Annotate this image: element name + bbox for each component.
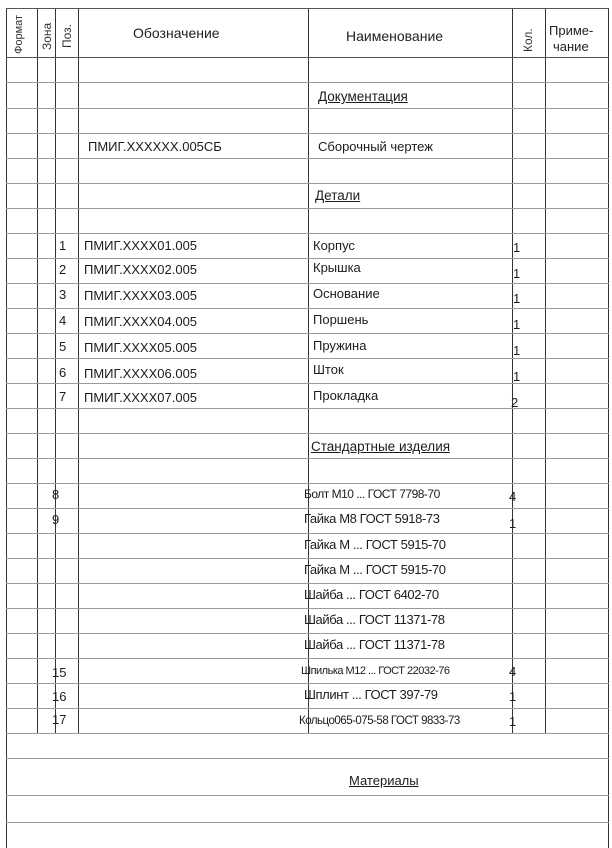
- row-line: [6, 333, 609, 334]
- part-name: Прокладка: [313, 388, 379, 403]
- row-line: [6, 358, 609, 359]
- header-note-line1: Приме-: [549, 23, 594, 38]
- border-right: [608, 8, 609, 848]
- assembly-name: Сборочный чертеж: [318, 139, 433, 154]
- part-designation: ПМИГ.XXXX02.005: [84, 262, 198, 277]
- part-designation: ПМИГ.XXXX06.005: [84, 366, 198, 381]
- row-line: [6, 82, 609, 83]
- row-line: [6, 558, 609, 559]
- part-name: Пружина: [313, 338, 367, 353]
- standard-item-pos: 8: [52, 487, 60, 502]
- part-designation: ПМИГ.XXXX05.005: [84, 340, 198, 355]
- row-line: [6, 658, 609, 659]
- header-qty: Кол.: [521, 28, 535, 52]
- standard-item-qty: 1: [509, 689, 517, 704]
- part-designation: ПМИГ.XXXX03.005: [84, 288, 198, 303]
- column-divider: [78, 8, 79, 733]
- row-line: [6, 158, 609, 159]
- part-designation: ПМИГ.XXXX01.005: [84, 238, 198, 253]
- part-name: Корпус: [313, 238, 355, 253]
- part-qty: 1: [513, 369, 521, 384]
- row-line: [6, 583, 609, 584]
- row-line: [6, 233, 609, 234]
- row-line: [6, 508, 609, 509]
- part-qty: 1: [513, 317, 521, 332]
- header-format: Формат: [13, 14, 25, 54]
- section-documentation: Документация: [318, 89, 408, 104]
- section-standard-items: Стандартные изделия: [311, 439, 451, 454]
- row-line: [6, 458, 609, 459]
- row-line: [6, 408, 609, 409]
- row-line: [6, 633, 609, 634]
- part-pos: 3: [59, 287, 67, 302]
- standard-item-pos: 15: [52, 665, 67, 680]
- standard-item-name: Кольцо065-075-58 ГОСТ 9833-73: [299, 715, 460, 727]
- row-line: [6, 822, 609, 823]
- part-qty: 2: [511, 395, 519, 410]
- row-line: [6, 433, 609, 434]
- standard-item-name: Шпилька М12 ... ГОСТ 22032-76: [301, 665, 450, 677]
- row-line: [6, 133, 609, 134]
- column-divider: [545, 8, 546, 733]
- standard-item-qty: 4: [509, 489, 517, 504]
- part-pos: 4: [59, 313, 67, 328]
- standard-item-qty: 1: [509, 714, 517, 729]
- row-line: [6, 708, 609, 709]
- standard-item-qty: 4: [509, 664, 517, 679]
- part-name: Крышка: [313, 260, 361, 275]
- part-pos: 2: [59, 262, 67, 277]
- row-line: [6, 683, 609, 684]
- part-qty: 1: [513, 291, 521, 306]
- standard-item-qty: 1: [509, 516, 517, 531]
- header-name: Наименование: [346, 28, 444, 44]
- standard-item-name: Гайка М ... ГОСТ 5915-70: [304, 562, 446, 577]
- row-line: [6, 108, 609, 109]
- row-line: [6, 795, 609, 796]
- row-line: [6, 283, 609, 284]
- standard-item-name: Гайка М8 ГОСТ 5918-73: [304, 511, 440, 526]
- part-qty: 1: [513, 266, 521, 281]
- border-top: [6, 8, 609, 9]
- row-line: [6, 733, 609, 734]
- row-line: [6, 608, 609, 609]
- part-pos: 7: [59, 389, 67, 404]
- header-bottom-line: [6, 57, 609, 58]
- header-zone: Зона: [40, 22, 54, 50]
- border-left: [6, 8, 7, 848]
- part-name: Шток: [313, 362, 344, 377]
- row-line: [6, 183, 609, 184]
- standard-item-name: Гайка М ... ГОСТ 5915-70: [304, 537, 446, 552]
- row-line: [6, 208, 609, 209]
- standard-item-name: Шплинт ... ГОСТ 397-79: [304, 687, 438, 702]
- header-note-line2: чание: [553, 39, 589, 54]
- header-designation: Обозначение: [133, 25, 220, 41]
- standard-item-name: Шайба ... ГОСТ 11371-78: [304, 612, 445, 627]
- row-line: [6, 758, 609, 759]
- part-name: Поршень: [313, 312, 369, 327]
- part-designation: ПМИГ.XXXX04.005: [84, 314, 198, 329]
- standard-item-pos: 16: [52, 689, 67, 704]
- column-divider: [37, 8, 38, 733]
- section-parts: Детали: [315, 188, 361, 203]
- row-line: [6, 258, 609, 259]
- row-line: [6, 483, 609, 484]
- header-pos: Поз.: [60, 24, 74, 48]
- part-qty: 1: [513, 240, 521, 255]
- column-divider: [55, 8, 56, 733]
- row-line: [6, 308, 609, 309]
- part-name: Основание: [313, 286, 380, 301]
- standard-item-pos: 17: [52, 712, 67, 727]
- assembly-designation: ПМИГ.XXXXXX.005СБ: [88, 139, 222, 154]
- standard-item-pos: 9: [52, 512, 60, 527]
- standard-item-name: Шайба ... ГОСТ 6402-70: [304, 587, 439, 602]
- part-pos: 5: [59, 339, 67, 354]
- row-line: [6, 533, 609, 534]
- part-designation: ПМИГ.XXXX07.005: [84, 390, 198, 405]
- part-pos: 1: [59, 238, 67, 253]
- part-qty: 1: [513, 343, 521, 358]
- standard-item-name: Шайба ... ГОСТ 11371-78: [304, 637, 445, 652]
- section-materials: Материалы: [349, 773, 419, 788]
- standard-item-name: Болт М10 ... ГОСТ 7798-70: [304, 487, 440, 501]
- part-pos: 6: [59, 365, 67, 380]
